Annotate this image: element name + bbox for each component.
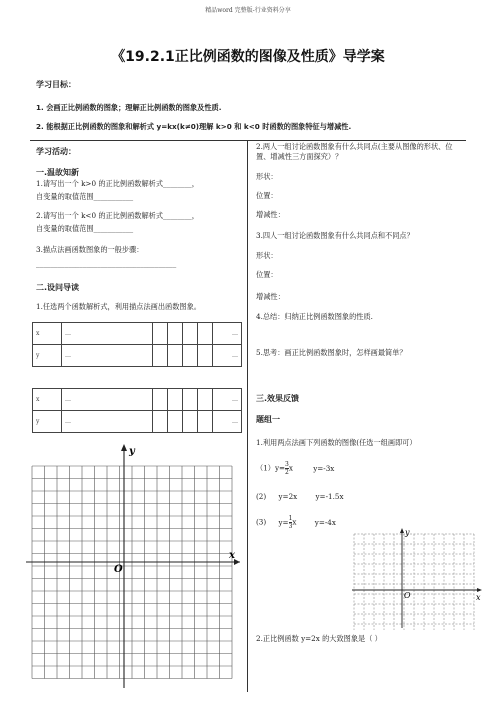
table-cell[interactable]: [168, 411, 183, 433]
discuss-q2: 2.两人一组讨论函数图象有什么共同点(主要从图像的形状、位置、增减性三方面探究）？: [256, 142, 453, 161]
table-cell[interactable]: [153, 389, 168, 411]
review-q2-line2: 自变量的取值范围___________: [36, 224, 134, 233]
fraction-denominator: 3: [288, 523, 293, 530]
formula-2-prefix: (2): [256, 492, 267, 501]
table-cell[interactable]: [168, 323, 183, 345]
guide-q1: 1.任选两个函数解析式，利用描点法画出函数图象。: [36, 302, 201, 311]
table-row: [33, 323, 242, 345]
table-cell-dots[interactable]: …: [213, 345, 242, 367]
effect-heading: 三.效果反馈: [256, 394, 300, 403]
table-cell-dots[interactable]: …: [62, 345, 153, 367]
fraction-numerator: 1: [288, 515, 293, 522]
origin-label: O: [404, 591, 411, 600]
activity-heading: 学习活动：: [36, 147, 76, 156]
table-cell-label: x: [33, 389, 62, 411]
formula-3-a-prefix: y=: [278, 517, 289, 527]
table-row: [33, 345, 242, 367]
table-cell[interactable]: [198, 411, 213, 433]
table-cell[interactable]: [183, 389, 198, 411]
table-cell[interactable]: [198, 345, 213, 367]
table-cell[interactable]: [183, 345, 198, 367]
table-cell-label: x: [33, 323, 62, 345]
fraction-numerator: 3: [285, 461, 289, 468]
table-cell[interactable]: [168, 389, 183, 411]
y-axis-arrow-icon: [121, 444, 127, 451]
header-banner: 精品word 完整版-行业资料分享: [205, 7, 291, 14]
review-heading: 一.温故知新: [36, 168, 80, 177]
table-cell-dots[interactable]: …: [213, 411, 242, 433]
objective-1: 1. 会画正比例函数的图象；理解正比例函数的图象及性质.: [36, 103, 222, 112]
formula-3-prefix: (3): [256, 517, 267, 527]
exercise-2: 2.正比例函数 y=2x 的大致图象是（ ）: [256, 634, 382, 643]
review-q2-line1: 2.请写出一个 k<0 的正比例函数解析式________，: [36, 211, 199, 220]
top-divider: [30, 140, 466, 141]
small-coordinate-grid[interactable]: [344, 524, 486, 630]
column-divider: [247, 140, 248, 692]
monotonic-label-2: 增减性：: [256, 292, 285, 301]
group-heading: 题组一: [256, 415, 280, 424]
formula-2-a: y=2x: [278, 492, 298, 501]
think-q5: 5.思考：画正比例函数图象时，怎样画最简单？: [256, 348, 407, 357]
formula-2-b: y=-1.5x: [315, 492, 344, 501]
review-q3: 3.描点法画函数图象的一般步骤：: [36, 245, 144, 254]
formula-1-b: y=-3x: [313, 463, 335, 473]
review-q3-blank: _______________________________________: [36, 259, 177, 268]
origin-label: O: [114, 564, 123, 575]
table-cell[interactable]: [198, 389, 213, 411]
table-cell-dots[interactable]: …: [213, 323, 242, 345]
table-cell[interactable]: [183, 411, 198, 433]
summary-q4: 4.总结：归纳正比例函数图象的性质.: [256, 312, 373, 321]
table-cell[interactable]: [153, 411, 168, 433]
table-cell-dots[interactable]: …: [62, 389, 153, 411]
x-axis-arrow-icon: [477, 588, 482, 592]
value-table-1: [32, 322, 242, 367]
review-q1-line1: 1.请写出一个 k>0 的正比例函数解析式________，: [36, 179, 199, 188]
y-axis-label: y: [129, 446, 135, 457]
fraction-denominator: 2: [285, 469, 289, 476]
position-label: 位置：: [256, 191, 278, 200]
y-axis-label: y: [405, 528, 410, 537]
x-axis-label: x: [476, 593, 481, 602]
objective-2: 2. 能根据正比例函数的图象和解析式 y=kx(k≠0)理解 k>0 和 k<0 时函数的图象特征与增减性.: [36, 122, 352, 131]
formula-3-b: y=-4x: [314, 517, 336, 527]
table-cell[interactable]: [198, 323, 213, 345]
exercise-1: 1.利用两点法画下列函数的图像(任选一组画即可）: [256, 438, 417, 447]
objectives-heading: 学习目标：: [36, 80, 76, 89]
formula-line-1: [256, 461, 334, 476]
table-cell[interactable]: [153, 323, 168, 345]
x-axis-label: x: [229, 550, 235, 561]
review-q1-line2: 自变量的取值范围___________: [36, 192, 134, 201]
guide-heading: 二.设问导读: [36, 283, 80, 292]
table-row: [33, 411, 242, 433]
table-cell[interactable]: [183, 323, 198, 345]
table-row: [33, 389, 242, 411]
y-axis-arrow-icon: [400, 528, 404, 533]
table-cell-label: y: [33, 345, 62, 367]
value-table-2: [32, 388, 242, 433]
formula-3-a-suffix: x: [292, 517, 297, 527]
shape-label: 形状：: [256, 172, 278, 181]
page-title: 《19.2.1正比例函数的图像及性质》导学案: [111, 49, 385, 65]
large-coordinate-grid[interactable]: [22, 440, 244, 690]
table-cell[interactable]: [153, 345, 168, 367]
table-cell-dots[interactable]: …: [213, 389, 242, 411]
table-cell[interactable]: [168, 345, 183, 367]
table-cell-label: y: [33, 411, 62, 433]
table-cell-dots[interactable]: …: [62, 411, 153, 433]
shape-label-2: 形状：: [256, 251, 278, 260]
discuss-q3: 3.四人一组讨论函数图象有什么共同点和不同点？: [256, 231, 414, 240]
formula-line-2: [256, 492, 344, 502]
table-cell-dots[interactable]: …: [62, 323, 153, 345]
formula-1-prefix: （1）y=: [256, 463, 286, 473]
formula-1-suffix: x: [288, 463, 293, 473]
formula-line-3: [256, 515, 336, 530]
monotonic-label: 增减性：: [256, 210, 285, 219]
position-label-2: 位置：: [256, 270, 278, 279]
